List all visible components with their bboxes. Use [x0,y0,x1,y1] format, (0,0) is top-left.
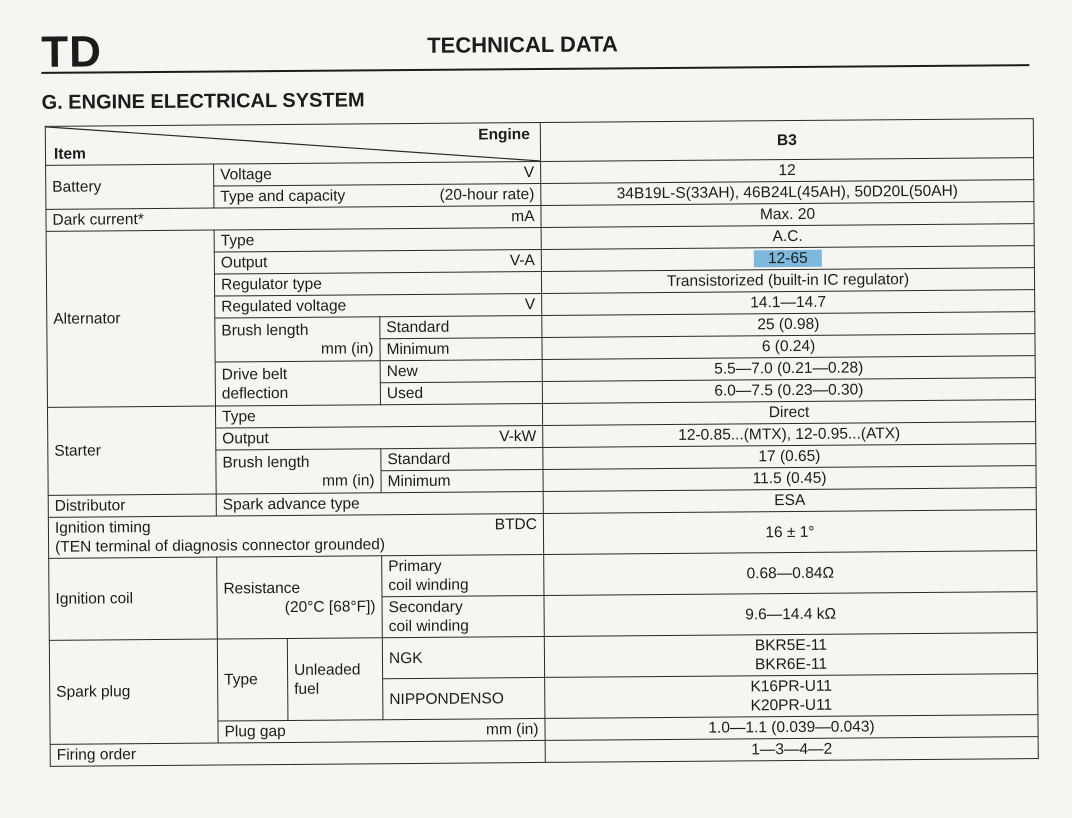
alternator-regulator-value: Transistorized (built-in IC regulator) [541,268,1034,294]
spark-plug-gap-unit: mm (in) [485,720,539,739]
alternator-output-cell [214,249,541,274]
spark-plug-ngk-value-2: BKR6E-11 [754,655,828,674]
alternator-brush-standard-value: 25 (0.98) [542,312,1035,338]
alternator-brush-label-1: Brush length [221,321,309,339]
ignition-coil-resistance-label: Resistance [223,579,301,597]
alternator-regulator-label: Regulator type [214,271,541,296]
ignition-coil-primary-label [382,554,544,596]
spark-plug-ngk-value-1: BKR5E-11 [754,636,827,655]
ignition-coil-label: Ignition coil [49,557,218,640]
header-rule [41,64,1029,74]
firing-order-label: Firing order [50,740,545,766]
alternator-belt-new-value: 5.5—7.0 (0.21—0.28) [542,356,1035,382]
spark-plug-gap-label: Plug gap [224,722,286,741]
starter-brush-label-2: mm (in) [321,471,375,490]
ignition-coil-secondary-label-1: Secondary [388,598,463,617]
battery-type-cell [214,183,541,208]
alternator-brush-minimum-value: 6 (0.24) [542,334,1035,360]
ignition-coil-secondary-label-2: coil winding [388,617,469,636]
ignition-timing-label: Ignition timing [54,519,151,537]
battery-type-value: 34B19L-S(33AH), 46B24L(45AH), 50D20L(50AH) [541,180,1034,206]
starter-output-value: 12-0.85...(MTX), 12-0.95...(ATX) [543,422,1036,448]
ignition-timing-unit: BTDC [494,515,537,534]
alternator-type-label: Type [214,227,541,252]
spark-plug-fuel-label [287,638,383,721]
ignition-coil-primary-label-2: coil winding [388,576,469,595]
spark-plug-ngk-label: NGK [382,636,544,678]
alternator-regulated-label: Regulated voltage [221,297,347,316]
alternator-belt-new-label: New [380,359,542,382]
starter-output-label: Output [222,430,269,448]
alternator-belt-label-2: deflection [221,384,289,402]
distributor-advance-label: Spark advance type [216,491,543,516]
ignition-coil-resistance [217,556,383,639]
spark-plug-label: Spark plug [49,639,218,744]
battery-label: Battery [46,164,214,209]
ignition-coil-primary-label-1: Primary [388,557,442,576]
ignition-coil-primary-value: 0.68—0.84Ω [544,551,1037,596]
ignition-coil-secondary-label [382,595,544,637]
diagonal-line [46,123,540,165]
section-code: TD [41,27,103,77]
battery-type-note: (20-hour rate) [439,186,535,204]
spark-plug-type-label: Type [217,638,288,721]
distributor-advance-value: ESA [543,488,1036,514]
alternator-regulated-value: 14.1—14.7 [542,290,1035,316]
alternator-output-value-highlight: 12-65 [754,250,822,268]
spark-plug-nd-value-1: K16PR-U11 [750,677,833,696]
alternator-belt-label-1: Drive belt [221,365,288,383]
alternator-regulated-cell [215,293,542,318]
alternator-regulated-unit: V [524,296,536,314]
spark-plug-gap-value: 1.0—1.1 (0.039—0.043) [545,715,1038,741]
spark-plug-fuel-label-2: fuel [294,680,320,698]
starter-brush-label [216,449,381,494]
ignition-timing-cell [48,513,543,558]
section-title: G. ENGINE ELECTRICAL SYSTEM [41,89,365,114]
header-item-label: Item [53,145,86,163]
battery-voltage-unit: V [523,164,535,182]
starter-label: Starter [47,406,216,495]
starter-brush-standard-label: Standard [381,447,543,470]
starter-brush-minimum-label: Minimum [381,469,543,492]
battery-voltage-cell [214,161,541,186]
alternator-output-unit: V-A [509,252,535,270]
ignition-coil-resistance-temp: (20°C [68°F]) [284,597,376,616]
dark-current-unit: mA [511,208,535,226]
starter-brush-standard-value: 17 (0.65) [543,444,1036,470]
starter-brush-minimum-value: 11.5 (0.45) [543,466,1036,492]
ignition-timing-sub-label: (TEN terminal of diagnosis connector grounded) [55,536,386,556]
spark-plug-ngk-values [544,633,1037,678]
spark-plug-gap-cell [218,718,545,743]
spec-table [45,118,1039,767]
engine-model: B3 [540,119,1033,162]
page-title: TECHNICAL DATA [427,31,618,58]
alternator-type-value: A.C. [541,224,1034,250]
alternator-belt-used-value: 6.0—7.5 (0.23—0.30) [542,378,1035,404]
starter-type-value: Direct [542,400,1035,426]
alternator-label: Alternator [46,230,215,407]
alternator-belt-label [215,361,380,406]
distributor-label: Distributor [48,494,216,517]
dark-current-value: Max. 20 [541,202,1034,228]
starter-type-label: Type [215,403,542,428]
spark-plug-nd-label: NIPPONDENSO [383,677,545,719]
header-diagonal-cell [45,122,540,165]
alternator-belt-used-label: Used [380,381,542,404]
ignition-timing-value: 16 ± 1° [543,510,1036,555]
header-engine-label: Engine [478,126,530,144]
firing-order-value: 1—3—4—2 [545,737,1038,763]
battery-voltage-value: 12 [541,158,1034,184]
alternator-brush-minimum-label: Minimum [380,337,542,360]
starter-brush-label-1: Brush length [222,453,310,471]
alternator-brush-label-2: mm (in) [320,339,374,358]
ignition-coil-secondary-value: 9.6—14.4 kΩ [544,592,1037,637]
starter-output-cell [216,425,543,450]
spark-plug-fuel-label-1: Unleaded [293,660,361,679]
starter-output-unit: V-kW [499,427,537,446]
alternator-output-label: Output [220,254,268,272]
dark-current-label: Dark current* [52,211,144,229]
battery-type-label: Type and capacity [220,187,346,206]
battery-voltage-label: Voltage [220,166,272,184]
alternator-brush-standard-label: Standard [380,315,542,338]
spark-plug-nd-value-2: K20PR-U11 [750,696,833,715]
spark-plug-nd-values [545,674,1038,719]
alternator-brush-label [215,317,380,362]
